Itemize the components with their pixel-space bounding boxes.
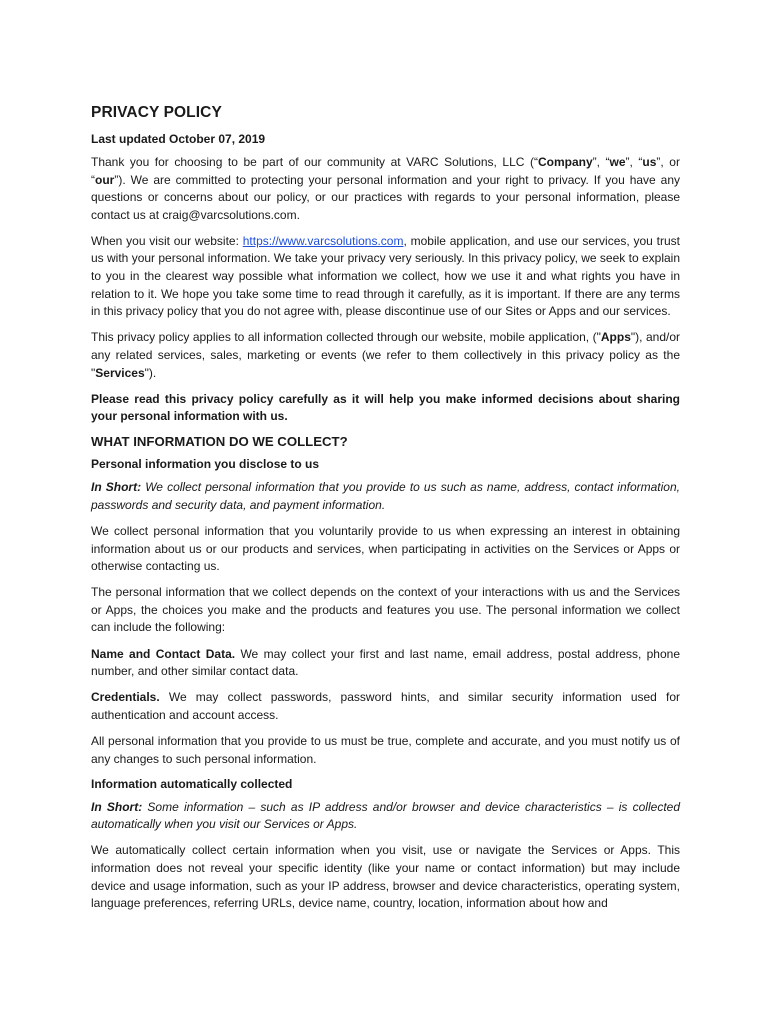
term-our: our	[95, 172, 115, 187]
term-company: Company	[537, 155, 593, 169]
credentials-label: Credentials.	[91, 690, 160, 705]
in-short-label: In Short:	[91, 799, 143, 814]
text-run: ”, “	[625, 155, 643, 169]
in-short-text: Some information – such as IP address and/or browser and device characteristics – is collected automatically when you visit our Services or Apps.	[91, 799, 680, 832]
in-short-label: In Short:	[91, 480, 142, 495]
name-contact-text: We may collect your first and last name, email address, postal address, phone number, and other similar contact data.	[91, 646, 680, 679]
text-run: , mobile application, and use our services, you trust us with your personal information. We take your privacy very seriously. In this privacy policy, we seek to explain to you in the clearest way possible what information we collect, how we use it and what rights you have in relation to it. We hope you take some time to read through it carefully, as it is important. If there are any terms in this privacy policy that you do not agree with, please discontinue use of our Sites or Apps and our services.	[91, 233, 680, 319]
in-short-2	[91, 799, 680, 834]
intro-paragraph-3	[91, 329, 680, 382]
in-short-text: We collect personal information that you provide to us such as name, address, contact information, passwords and security data, and payment information.	[91, 480, 680, 512]
name-contact-label: Name and Contact Data.	[91, 646, 236, 661]
text-run: This privacy policy applies to all information collected through our website, mobile application, ("	[91, 330, 601, 345]
text-run: ”, or “	[91, 155, 680, 187]
collect-paragraph-2: The personal information that we collect depends on the context of your interactions with us and the Services or Apps, the choices you make and the products and features you use. The personal information we collect can include the following:	[91, 585, 680, 635]
intro-paragraph-1	[91, 154, 680, 224]
text-run: When you visit our website:	[91, 233, 243, 248]
subheading-personal-info: Personal information you disclose to us	[91, 457, 320, 472]
intro-paragraph-2	[91, 233, 680, 321]
page-title: PRIVACY POLICY	[91, 104, 222, 121]
term-apps: Apps	[600, 330, 631, 345]
last-updated: Last updated October 07, 2019	[91, 132, 266, 146]
credentials	[91, 689, 680, 724]
website-link[interactable]: https://www.varcsolutions.com	[242, 233, 404, 248]
collect-paragraph-3: All personal information that you provide to us must be true, complete and accurate, and you must notify us of any changes to such personal information.	[91, 733, 680, 766]
subheading-auto-collected: Information automatically collected	[91, 776, 293, 791]
section-heading-collect: WHAT INFORMATION DO WE COLLECT?	[91, 434, 348, 450]
text-run: Thank you for choosing to be part of our community at VARC Solutions, LLC (“	[91, 155, 538, 169]
in-short-1	[91, 479, 680, 514]
credentials-text: We may collect passwords, password hints, and similar security information used for authentication and account access.	[91, 690, 680, 722]
text-run: ”). We are committed to protecting your personal information and your right to privacy. If you have any questions or concerns about our policy, or our practices with regards to your personal information, please contact us at craig@varcsolutions.com.	[91, 172, 680, 222]
text-run: ”, “	[592, 155, 610, 169]
term-we: we	[609, 155, 626, 169]
term-us: us	[642, 155, 657, 169]
name-contact-data	[91, 646, 680, 681]
intro-paragraph-4: Please read this privacy policy carefully as it will help you make informed decisions about sharing your personal information with us.	[91, 391, 680, 424]
term-services: Services	[95, 365, 145, 380]
text-run: "), and/or any related services, sales, marketing or events (we refer to them collectively in this privacy policy as the "	[91, 330, 680, 380]
collect-paragraph-1: We collect personal information that you voluntarily provide to us when expressing an interest in obtaining information about us or our products and services, when participating in activities on the Services or Apps or otherwise contacting us.	[91, 524, 680, 574]
collect-paragraph-4: We automatically collect certain information when you visit, use or navigate the Services or Apps. This information does not reveal your specific identity (like your name or contact information) but may include device and usage information, such as your IP address, browser and device characteristics, operating system, language preferences, referring URLs, device name, country, location, information about how and	[91, 843, 680, 911]
text-run: ").	[144, 365, 157, 380]
